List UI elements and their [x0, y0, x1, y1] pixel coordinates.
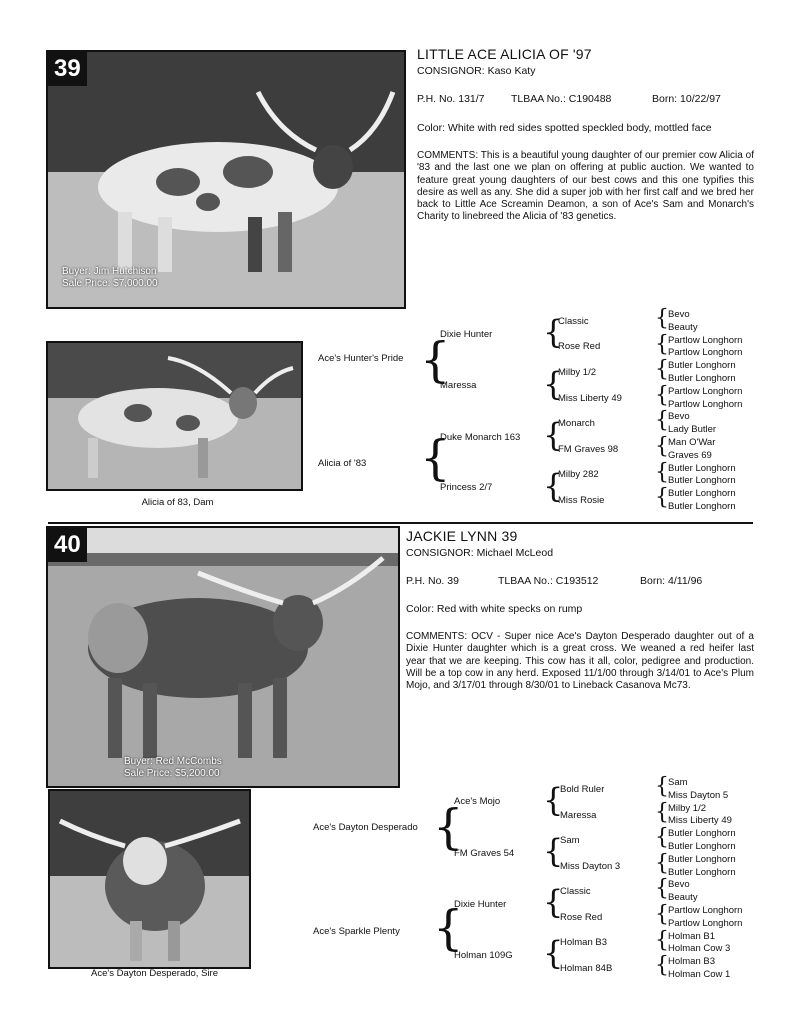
pedigree-brace: { [433, 900, 464, 956]
pedigree-gen4: Partlow Longhorn [668, 385, 743, 397]
pedigree-gen3: Miss Rosie [558, 495, 605, 506]
pedigree-gen4: Sam [668, 777, 688, 788]
pedigree-dam: Ace's Sparkle Plenty [313, 926, 400, 937]
lot-39-title: LITTLE ACE ALICIA OF '97 [417, 46, 592, 62]
pedigree-gen4: Bevo [668, 411, 690, 423]
lot-40-comments: COMMENTS: OCV - Super nice Ace's Dayton Desperado daughter out of a Dixie Hunter daughter which is a great cross. We weaned a red heifer last year that we are keeping. This cow has it all, color, pedigree and production. Will be a top cow in any herd. Exposed 11/1/00 through 3/14/01 to Ace's Plum Mojo, and 3/17/01 through 8/30/01 to Lineback Casanova Mc73. [406, 631, 754, 692]
pedigree-gen4: Butler Longhorn [668, 373, 736, 384]
lot-40-sire-photo [48, 789, 251, 969]
pedigree-gen4: Man O'War [668, 437, 716, 448]
pedigree-brace: { [420, 332, 451, 388]
lot-40-title: JACKIE LYNN 39 [406, 528, 518, 544]
pedigree-gen4: Butler Longhorn [668, 488, 736, 500]
pedigree-gen4: Partlow Longhorn [668, 905, 743, 916]
pedigree-brace: { [543, 781, 564, 819]
pedigree-brace: { [543, 365, 564, 403]
pedigree-gen2: Ace's Mojo [454, 796, 501, 807]
pedigree-sire: Ace's Hunter's Pride [318, 353, 404, 364]
pedigree-gen3: FM Graves 98 [558, 444, 619, 455]
pedigree-gen2: Holman 109G [454, 950, 513, 961]
pedigree-gen3: Miss Dayton 3 [560, 861, 621, 872]
lot-40-consignor: CONSIGNOR: Michael McLeod [406, 547, 554, 559]
pedigree-gen3: Monarch [558, 418, 595, 429]
pedigree-gen4: Holman B3 [668, 956, 715, 968]
pedigree-gen2: Princess 2/7 [440, 482, 493, 493]
pedigree-gen4: Butler Longhorn [668, 360, 736, 372]
pedigree-brace: { [655, 876, 669, 902]
pedigree-brace: { [655, 459, 669, 485]
pedigree-brace: { [543, 313, 564, 351]
pedigree-gen4: Lady Butler [668, 424, 717, 436]
lot-divider [48, 522, 753, 524]
pedigree-brace: { [655, 306, 669, 331]
pedigree-gen3: Milby 282 [558, 469, 599, 480]
pedigree-gen3: Maressa [560, 810, 597, 821]
lot-39-born: Born: 10/22/97 [652, 93, 721, 105]
lot-39-main-photo [46, 50, 406, 309]
pedigree-gen2: Maressa [440, 380, 477, 391]
pedigree-gen4: Milby 1/2 [668, 802, 707, 814]
pedigree-gen4: Bevo [668, 309, 690, 320]
pedigree-gen3: Holman B3 [560, 937, 607, 948]
pedigree-gen4: Butler Longhorn [668, 866, 736, 878]
pedigree-brace: { [655, 927, 669, 953]
pedigree-brace: { [543, 832, 564, 870]
lot-number-badge: 39 [48, 52, 87, 86]
pedigree-gen3: Classic [560, 886, 591, 897]
pedigree-brace: { [543, 883, 564, 921]
pedigree-gen4: Butler Longhorn [668, 841, 736, 852]
pedigree-brace: { [655, 382, 669, 408]
sale-price-label: Sale Price: $7,000.00 [62, 278, 158, 289]
pedigree-brace: { [655, 825, 669, 851]
pedigree-gen3: Bold Ruler [560, 784, 605, 795]
lot-40-born: Born: 4/11/96 [640, 575, 703, 587]
pedigree-gen4: Partlow Longhorn [668, 347, 743, 359]
lot-number-badge: 40 [48, 528, 87, 562]
lot-39-dam-caption: Alicia of 83, Dam [141, 497, 214, 508]
pedigree-gen4: Miss Liberty 49 [668, 815, 732, 827]
sale-price-label: Sale Price: $5,200.00 [124, 768, 220, 779]
pedigree-brace: { [655, 902, 669, 927]
pedigree-brace: { [655, 850, 669, 876]
pedigree-brace: { [655, 331, 669, 357]
pedigree-gen4: Holman Cow 3 [668, 943, 731, 955]
lot-39-color: Color: White with red sides spotted speckled body, mottled face [417, 122, 712, 134]
pedigree-gen4: Partlow Longhorn [668, 398, 743, 410]
buyer-label: Buyer: Jim Hutchison [62, 266, 157, 277]
lot-40-main-photo [46, 526, 400, 788]
pedigree-gen3: Milby 1/2 [558, 367, 597, 378]
pedigree-brace: { [655, 408, 669, 434]
pedigree-brace: { [655, 774, 669, 799]
pedigree-gen4: Butler Longhorn [668, 853, 736, 865]
pedigree-gen4: Graves 69 [668, 449, 712, 461]
pedigree-gen4: Partlow Longhorn [668, 917, 743, 929]
pedigree-gen4: Holman B1 [668, 930, 715, 942]
pedigree-gen3: Holman 84B [560, 963, 613, 974]
pedigree-gen4: Beauty [668, 321, 698, 333]
pedigree-gen3: Miss Liberty 49 [558, 393, 622, 404]
pedigree-brace: { [433, 799, 464, 855]
pedigree-gen2: Dixie Hunter [440, 329, 493, 340]
pedigree-gen4: Miss Dayton 5 [668, 789, 729, 801]
lot-40-color: Color: Red with white specks on rump [406, 603, 583, 615]
pedigree-gen4: Holman Cow 1 [668, 969, 731, 980]
pedigree-gen4: Butler Longhorn [668, 475, 736, 487]
pedigree-brace: { [655, 953, 669, 979]
pedigree-gen4: Butler Longhorn [668, 462, 736, 474]
lot-40-tlbaa-no: TLBAA No.: C193512 [498, 575, 599, 587]
buyer-label: Buyer: Red McCombs [124, 756, 222, 767]
pedigree-gen4: Partlow Longhorn [668, 334, 743, 346]
pedigree-brace: { [543, 934, 564, 972]
lot-39-dam-photo [46, 341, 303, 491]
pedigree-brace: { [655, 485, 669, 511]
lot-39-comments: COMMENTS: This is a beautiful young daughter of our premier cow Alicia of '83 and the last one we plan on offering at public auction. We wanted to feature great young daughters of our best cows and this one typifies this desire as well as any. She did a super job with her first calf and we bred her back to Little Ace Screamin Deamon, a son of Ace's Sam and Monarch's Charity to linebreed the Alicia of '83 genetics. [417, 150, 754, 223]
pedigree-dam: Alicia of '83 [318, 458, 367, 469]
lot-39-tlbaa-no: TLBAA No.: C190488 [511, 93, 612, 105]
lot-39-consignor: CONSIGNOR: Kaso Katy [417, 65, 536, 77]
lot-40-ph-no: P.H. No. 39 [406, 575, 459, 587]
pedigree-brace: { [420, 430, 451, 486]
pedigree-brace: { [543, 467, 564, 505]
pedigree-brace: { [655, 357, 669, 383]
pedigree-gen2: Dixie Hunter [454, 899, 507, 910]
pedigree-brace: { [543, 416, 564, 454]
pedigree-gen4: Beauty [668, 892, 698, 904]
pedigree-gen4: Bevo [668, 879, 690, 891]
pedigree-gen2: FM Graves 54 [454, 848, 515, 859]
pedigree-gen2: Duke Monarch 163 [440, 432, 521, 443]
pedigree-gen3: Classic [558, 316, 589, 327]
pedigree-brace: { [655, 799, 669, 825]
pedigree-sire: Ace's Dayton Desperado [313, 822, 418, 833]
lot-40-sire-caption: Ace's Dayton Desperado, Sire [91, 968, 218, 979]
pedigree-gen3: Sam [560, 835, 580, 846]
pedigree-gen4: Butler Longhorn [668, 828, 736, 840]
pedigree-brace: { [655, 434, 669, 459]
pedigree-gen3: Rose Red [558, 341, 601, 352]
pedigree-gen3: Rose Red [560, 912, 603, 923]
lot-39-ph-no: P.H. No. 131/7 [417, 93, 485, 105]
pedigree-gen4: Butler Longhorn [668, 501, 736, 512]
